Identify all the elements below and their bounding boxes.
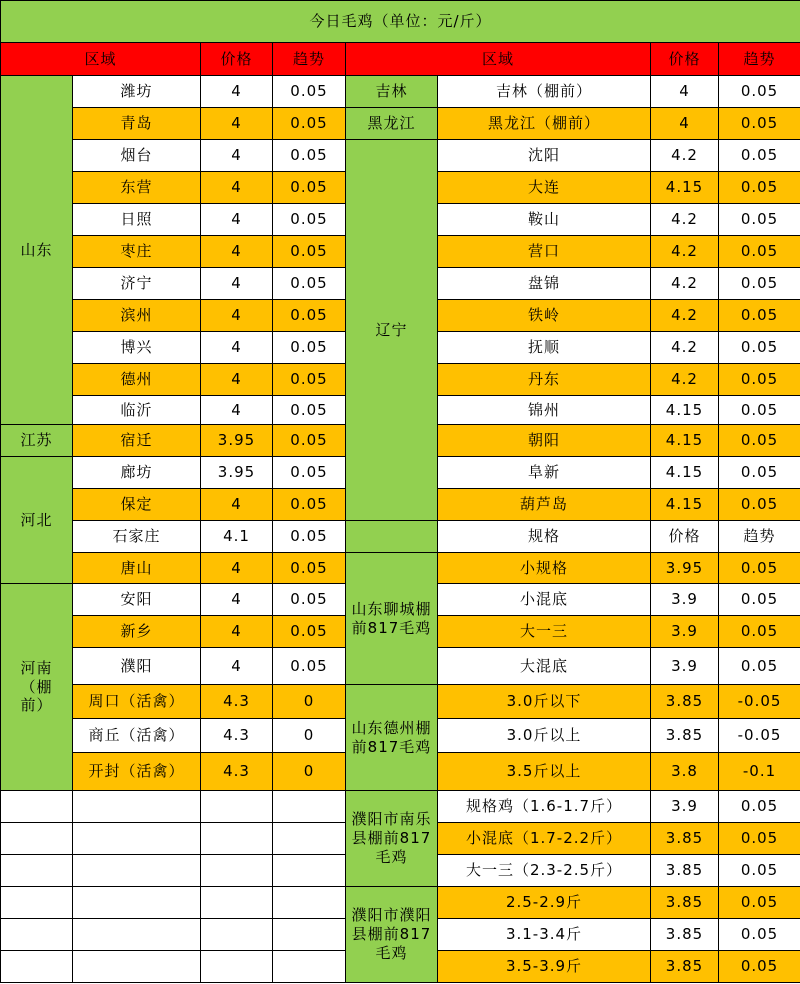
right-price-cell: 4.15 <box>651 489 719 521</box>
right-price-cell: 3.9 <box>651 616 719 648</box>
table-row <box>1 887 800 919</box>
left-city-cell: 博兴 <box>73 332 201 364</box>
left-city-cell: 周口（活禽） <box>73 685 201 719</box>
right-trend-cell: 0.05 <box>719 332 800 364</box>
table-row <box>1 140 800 172</box>
title-row <box>1 1 800 43</box>
right-price-cell: 4.2 <box>651 332 719 364</box>
left-price-cell: 4 <box>201 364 273 396</box>
right-price-cell: 4.2 <box>651 268 719 300</box>
table-row <box>1 108 800 140</box>
right-trend-cell: 0.05 <box>719 553 800 584</box>
right-city-cell: 葫芦岛 <box>438 489 651 521</box>
left-city-cell: 枣庄 <box>73 236 201 268</box>
right-price-cell: 3.85 <box>651 823 719 855</box>
right-city-cell: 朝阳 <box>438 425 651 457</box>
right-city-cell: 吉林（棚前） <box>438 76 651 108</box>
header-left-trend: 趋势 <box>273 43 346 76</box>
left-trend-cell <box>273 887 346 919</box>
left-city-cell: 日照 <box>73 204 201 236</box>
left-trend-cell: 0.05 <box>273 204 346 236</box>
table-row <box>1 791 800 823</box>
left-city-cell: 德州 <box>73 364 201 396</box>
left-trend-cell: 0.05 <box>273 521 346 553</box>
left-price-cell <box>201 791 273 823</box>
left-price-cell: 4 <box>201 616 273 648</box>
right-trend-cell: -0.1 <box>719 753 800 791</box>
table-body <box>1 76 800 983</box>
right-city-cell: 大连 <box>438 172 651 204</box>
right-city-cell: 盘锦 <box>438 268 651 300</box>
left-price-cell: 4 <box>201 140 273 172</box>
right-trend-cell: 0.05 <box>719 887 800 919</box>
right-city-cell: 大混底 <box>438 648 651 685</box>
right-city-cell: 3.1-3.4斤 <box>438 919 651 951</box>
right-price-cell: 3.8 <box>651 753 719 791</box>
left-price-cell: 4 <box>201 108 273 140</box>
left-city-cell <box>73 855 201 887</box>
right-price-cell: 3.85 <box>651 887 719 919</box>
left-price-cell: 4 <box>201 236 273 268</box>
right-city-cell: 规格鸡（1.6-1.7斤） <box>438 791 651 823</box>
left-trend-cell <box>273 855 346 887</box>
right-price-cell: 4.2 <box>651 204 719 236</box>
header-left-price: 价格 <box>201 43 273 76</box>
header-row <box>1 43 800 76</box>
right-city-cell: 黑龙江（棚前） <box>438 108 651 140</box>
left-city-cell: 濮阳 <box>73 648 201 685</box>
left-city-cell: 烟台 <box>73 140 201 172</box>
right-province-cell: 辽宁 <box>346 140 438 521</box>
right-province-cell: 濮阳市濮阳县棚前817毛鸡 <box>346 887 438 983</box>
left-province-cell <box>1 951 73 983</box>
right-price-cell: 4.15 <box>651 172 719 204</box>
left-province-cell <box>1 887 73 919</box>
left-province-cell: 山东 <box>1 76 73 425</box>
right-province-cell: 濮阳市南乐县棚前817毛鸡 <box>346 791 438 887</box>
left-city-cell: 临沂 <box>73 396 201 425</box>
left-trend-cell: 0.05 <box>273 648 346 685</box>
right-price-cell: 3.85 <box>651 919 719 951</box>
right-province-cell: 山东德州棚前817毛鸡 <box>346 685 438 791</box>
left-price-cell <box>201 855 273 887</box>
left-city-cell: 廊坊 <box>73 457 201 489</box>
right-city-cell: 锦州 <box>438 396 651 425</box>
left-trend-cell: 0.05 <box>273 108 346 140</box>
left-city-cell <box>73 919 201 951</box>
right-price-cell: 4 <box>651 76 719 108</box>
right-trend-cell: 趋势 <box>719 521 800 553</box>
right-trend-cell: 0.05 <box>719 76 800 108</box>
right-city-cell: 3.0斤以上 <box>438 719 651 753</box>
right-trend-cell: 0.05 <box>719 204 800 236</box>
right-trend-cell: 0.05 <box>719 457 800 489</box>
left-city-cell: 安阳 <box>73 584 201 616</box>
right-city-cell: 小规格 <box>438 553 651 584</box>
left-price-cell <box>201 951 273 983</box>
left-trend-cell: 0 <box>273 685 346 719</box>
right-trend-cell: 0.05 <box>719 584 800 616</box>
right-trend-cell: -0.05 <box>719 685 800 719</box>
left-trend-cell: 0.05 <box>273 140 346 172</box>
left-province-cell: 河北 <box>1 457 73 584</box>
right-city-cell: 小混底（1.7-2.2斤） <box>438 823 651 855</box>
right-trend-cell: 0.05 <box>719 648 800 685</box>
table-row <box>1 521 800 553</box>
left-trend-cell: 0.05 <box>273 172 346 204</box>
right-city-cell: 3.0斤以下 <box>438 685 651 719</box>
left-price-cell: 4 <box>201 172 273 204</box>
right-province-cell: 山东聊城棚前817毛鸡 <box>346 553 438 685</box>
left-city-cell <box>73 887 201 919</box>
right-trend-cell: 0.05 <box>719 236 800 268</box>
left-trend-cell: 0 <box>273 719 346 753</box>
right-city-cell: 鞍山 <box>438 204 651 236</box>
left-trend-cell: 0.05 <box>273 396 346 425</box>
right-trend-cell: 0.05 <box>719 616 800 648</box>
left-price-cell: 4 <box>201 76 273 108</box>
table-row <box>1 685 800 719</box>
left-price-cell: 4 <box>201 648 273 685</box>
right-price-cell: 3.95 <box>651 553 719 584</box>
left-trend-cell <box>273 951 346 983</box>
left-city-cell <box>73 823 201 855</box>
left-trend-cell: 0.05 <box>273 76 346 108</box>
left-price-cell: 4.1 <box>201 521 273 553</box>
left-city-cell: 商丘（活禽） <box>73 719 201 753</box>
left-province-cell: 江苏 <box>1 425 73 457</box>
header-right-trend: 趋势 <box>719 43 800 76</box>
right-city-cell: 营口 <box>438 236 651 268</box>
right-trend-cell: 0.05 <box>719 172 800 204</box>
right-city-cell: 3.5斤以上 <box>438 753 651 791</box>
left-city-cell: 石家庄 <box>73 521 201 553</box>
right-price-cell: 4.2 <box>651 140 719 172</box>
left-price-cell: 4 <box>201 268 273 300</box>
left-trend-cell: 0.05 <box>273 553 346 584</box>
left-price-cell: 4.3 <box>201 719 273 753</box>
right-trend-cell: 0.05 <box>719 823 800 855</box>
left-trend-cell: 0.05 <box>273 332 346 364</box>
right-province-cell: 吉林 <box>346 76 438 108</box>
right-city-cell: 抚顺 <box>438 332 651 364</box>
left-trend-cell <box>273 791 346 823</box>
right-price-cell: 4.15 <box>651 457 719 489</box>
left-price-cell: 4.3 <box>201 685 273 719</box>
right-province-cell <box>346 521 438 553</box>
left-trend-cell: 0.05 <box>273 457 346 489</box>
right-trend-cell: 0.05 <box>719 268 800 300</box>
left-trend-cell: 0.05 <box>273 489 346 521</box>
left-price-cell: 4 <box>201 489 273 521</box>
left-trend-cell: 0.05 <box>273 616 346 648</box>
table-row <box>1 76 800 108</box>
left-price-cell: 4 <box>201 396 273 425</box>
right-price-cell: 3.85 <box>651 719 719 753</box>
left-city-cell: 保定 <box>73 489 201 521</box>
right-trend-cell: 0.05 <box>719 364 800 396</box>
left-price-cell: 4 <box>201 553 273 584</box>
right-price-cell: 3.85 <box>651 685 719 719</box>
right-price-cell: 价格 <box>651 521 719 553</box>
right-price-cell: 3.85 <box>651 951 719 983</box>
left-city-cell: 开封（活禽） <box>73 753 201 791</box>
right-city-cell: 沈阳 <box>438 140 651 172</box>
right-price-cell: 4.2 <box>651 300 719 332</box>
left-province-cell: 河南（棚前） <box>1 584 73 791</box>
left-price-cell: 4 <box>201 332 273 364</box>
right-city-cell: 规格 <box>438 521 651 553</box>
left-province-cell <box>1 919 73 951</box>
left-city-cell: 唐山 <box>73 553 201 584</box>
left-price-cell <box>201 887 273 919</box>
left-trend-cell <box>273 919 346 951</box>
left-price-cell: 4.3 <box>201 753 273 791</box>
right-price-cell: 4.15 <box>651 425 719 457</box>
right-price-cell: 4 <box>651 108 719 140</box>
right-price-cell: 4.2 <box>651 236 719 268</box>
right-city-cell: 2.5-2.9斤 <box>438 887 651 919</box>
right-trend-cell: 0.05 <box>719 396 800 425</box>
left-city-cell: 青岛 <box>73 108 201 140</box>
right-price-cell: 3.85 <box>651 855 719 887</box>
left-price-cell: 4 <box>201 204 273 236</box>
left-price-cell: 3.95 <box>201 457 273 489</box>
table-row <box>1 553 800 584</box>
left-city-cell <box>73 951 201 983</box>
left-city-cell: 新乡 <box>73 616 201 648</box>
left-province-cell <box>1 855 73 887</box>
right-price-cell: 3.9 <box>651 584 719 616</box>
left-city-cell: 滨州 <box>73 300 201 332</box>
right-trend-cell: 0.05 <box>719 919 800 951</box>
left-price-cell <box>201 823 273 855</box>
header-left-region: 区域 <box>1 43 201 76</box>
right-trend-cell: 0.05 <box>719 855 800 887</box>
right-trend-cell: 0.05 <box>719 425 800 457</box>
left-trend-cell: 0.05 <box>273 236 346 268</box>
header-right-region: 区域 <box>346 43 651 76</box>
left-city-cell: 潍坊 <box>73 76 201 108</box>
left-trend-cell: 0 <box>273 753 346 791</box>
right-price-cell: 4.15 <box>651 396 719 425</box>
right-province-cell: 黑龙江 <box>346 108 438 140</box>
right-trend-cell: 0.05 <box>719 140 800 172</box>
left-price-cell: 4 <box>201 584 273 616</box>
left-trend-cell: 0.05 <box>273 425 346 457</box>
right-price-cell: 3.9 <box>651 648 719 685</box>
left-trend-cell <box>273 823 346 855</box>
header-right-price: 价格 <box>651 43 719 76</box>
right-city-cell: 大一三（2.3-2.5斤） <box>438 855 651 887</box>
left-city-cell: 宿迁 <box>73 425 201 457</box>
right-trend-cell: -0.05 <box>719 719 800 753</box>
right-city-cell: 铁岭 <box>438 300 651 332</box>
right-trend-cell: 0.05 <box>719 489 800 521</box>
left-trend-cell: 0.05 <box>273 364 346 396</box>
left-price-cell: 4 <box>201 300 273 332</box>
left-trend-cell: 0.05 <box>273 584 346 616</box>
right-trend-cell: 0.05 <box>719 300 800 332</box>
right-city-cell: 阜新 <box>438 457 651 489</box>
right-city-cell: 丹东 <box>438 364 651 396</box>
page-title: 今日毛鸡（单位：元/斤） <box>1 1 800 43</box>
right-price-cell: 3.9 <box>651 791 719 823</box>
left-city-cell: 东营 <box>73 172 201 204</box>
left-price-cell: 3.95 <box>201 425 273 457</box>
left-city-cell <box>73 791 201 823</box>
left-province-cell <box>1 791 73 823</box>
left-trend-cell: 0.05 <box>273 268 346 300</box>
left-city-cell: 济宁 <box>73 268 201 300</box>
right-city-cell: 大一三 <box>438 616 651 648</box>
left-trend-cell: 0.05 <box>273 300 346 332</box>
right-trend-cell: 0.05 <box>719 791 800 823</box>
left-price-cell <box>201 919 273 951</box>
right-city-cell: 3.5-3.9斤 <box>438 951 651 983</box>
right-trend-cell: 0.05 <box>719 108 800 140</box>
right-city-cell: 小混底 <box>438 584 651 616</box>
right-price-cell: 4.2 <box>651 364 719 396</box>
right-trend-cell: 0.05 <box>719 951 800 983</box>
left-province-cell <box>1 823 73 855</box>
